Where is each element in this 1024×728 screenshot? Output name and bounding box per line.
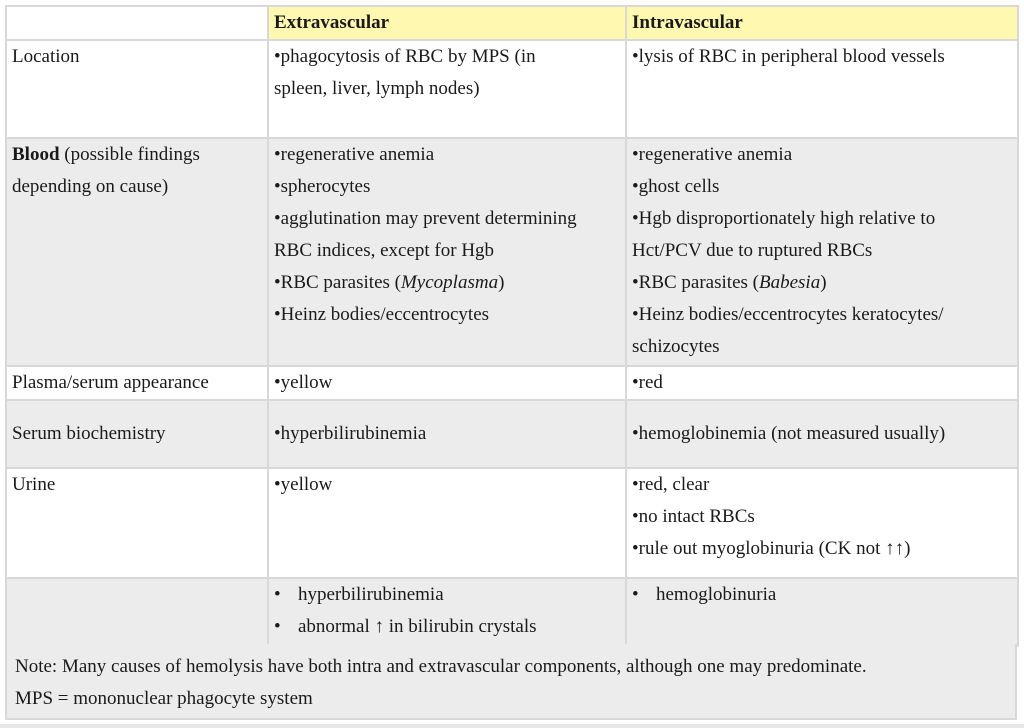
sediment-intravascular [626, 578, 1018, 646]
sediment-extra-item-2: • abnormal ↑ in bilirubin crystals [274, 616, 537, 637]
location-extra-line-1: •phagocytosis of RBC by MPS (in [274, 46, 536, 67]
blood-intra-line-7: schizocytes [632, 336, 720, 357]
urine-intravascular [626, 468, 1018, 578]
label-blood-bold: Blood [12, 144, 60, 165]
footnote-line-2: MPS = mononuclear phagocyte system [15, 688, 313, 709]
plasma-intravascular: •red [626, 366, 1018, 400]
blood-intra-line-4: Hct/PCV due to ruptured RBCs [632, 240, 873, 261]
urine-intra-line-3: •rule out myoglobinuria (CK not ↑↑) [632, 538, 911, 559]
label-blood-rest: (possible findings [59, 144, 200, 165]
blood-extra-line-1: •regenerative anemia [274, 144, 435, 165]
blood-intravascular [626, 138, 1018, 366]
plasma-extravascular: •yellow [268, 366, 626, 400]
label-sediment [6, 578, 268, 646]
serum-intravascular: •hemoglobinemia (not measured usually) [626, 400, 1018, 468]
urine-extravascular: •yellow [268, 468, 626, 578]
blood-extra-line-5: •RBC parasites (Mycoplasma) [274, 272, 505, 293]
blood-intra-line-5: •RBC parasites (Babesia) [632, 272, 827, 293]
label-blood [6, 138, 268, 366]
location-intra-line-1: •lysis of RBC in peripheral blood vessels [632, 46, 945, 67]
location-extravascular [268, 40, 626, 138]
urine-intra-line-2: •no intact RBCs [632, 506, 755, 527]
hemolysis-comparison-table [5, 5, 1019, 647]
row-location [6, 40, 1018, 138]
blood-extravascular [268, 138, 626, 366]
location-extra-line-2: spleen, liver, lymph nodes) [274, 78, 480, 99]
blood-intra-line-1: •regenerative anemia [632, 144, 793, 165]
sediment-extra-item-1: • hyperbilirubinemia [274, 584, 444, 605]
label-urine: Urine [6, 468, 268, 578]
location-intravascular [626, 40, 1018, 138]
serum-extravascular: •hyperbilirubinemia [268, 400, 626, 468]
row-urine [6, 468, 1018, 578]
urine-intra-line-1: •red, clear [632, 474, 710, 495]
row-sediment [6, 578, 1018, 646]
label-plasma: Plasma/serum appearance [6, 366, 268, 400]
blood-extra-line-6: •Heinz bodies/eccentrocytes [274, 304, 490, 325]
table-footnote [5, 644, 1017, 720]
blood-extra-line-4: RBC indices, except for Hgb [274, 240, 495, 261]
row-blood [6, 138, 1018, 366]
blood-extra-line-2: •spherocytes [274, 176, 371, 197]
blood-extra-line-3: •agglutination may prevent determining [274, 208, 577, 229]
sediment-intra-item-1: • hemoglobinuria [632, 584, 777, 605]
label-location: Location [6, 40, 268, 138]
footnote-line-1: Note: Many causes of hemolysis have both intra and extravascular components, although one may predominate. [15, 656, 867, 677]
row-plasma [6, 366, 1018, 400]
blood-intra-line-3: •Hgb disproportionately high relative to [632, 208, 936, 229]
blood-intra-line-6: •Heinz bodies/eccentrocytes keratocytes/ [632, 304, 944, 325]
header-row [6, 6, 1018, 40]
header-blank-cell [6, 6, 268, 40]
sediment-extravascular [268, 578, 626, 646]
bottom-divider [0, 724, 1024, 728]
label-blood-line-2: depending on cause) [12, 176, 169, 197]
blood-intra-line-2: •ghost cells [632, 176, 720, 197]
header-extravascular: Extravascular [268, 6, 626, 40]
row-serum [6, 400, 1018, 468]
label-serum: Serum biochemistry [6, 400, 268, 468]
header-intravascular: Intravascular [626, 6, 1018, 40]
